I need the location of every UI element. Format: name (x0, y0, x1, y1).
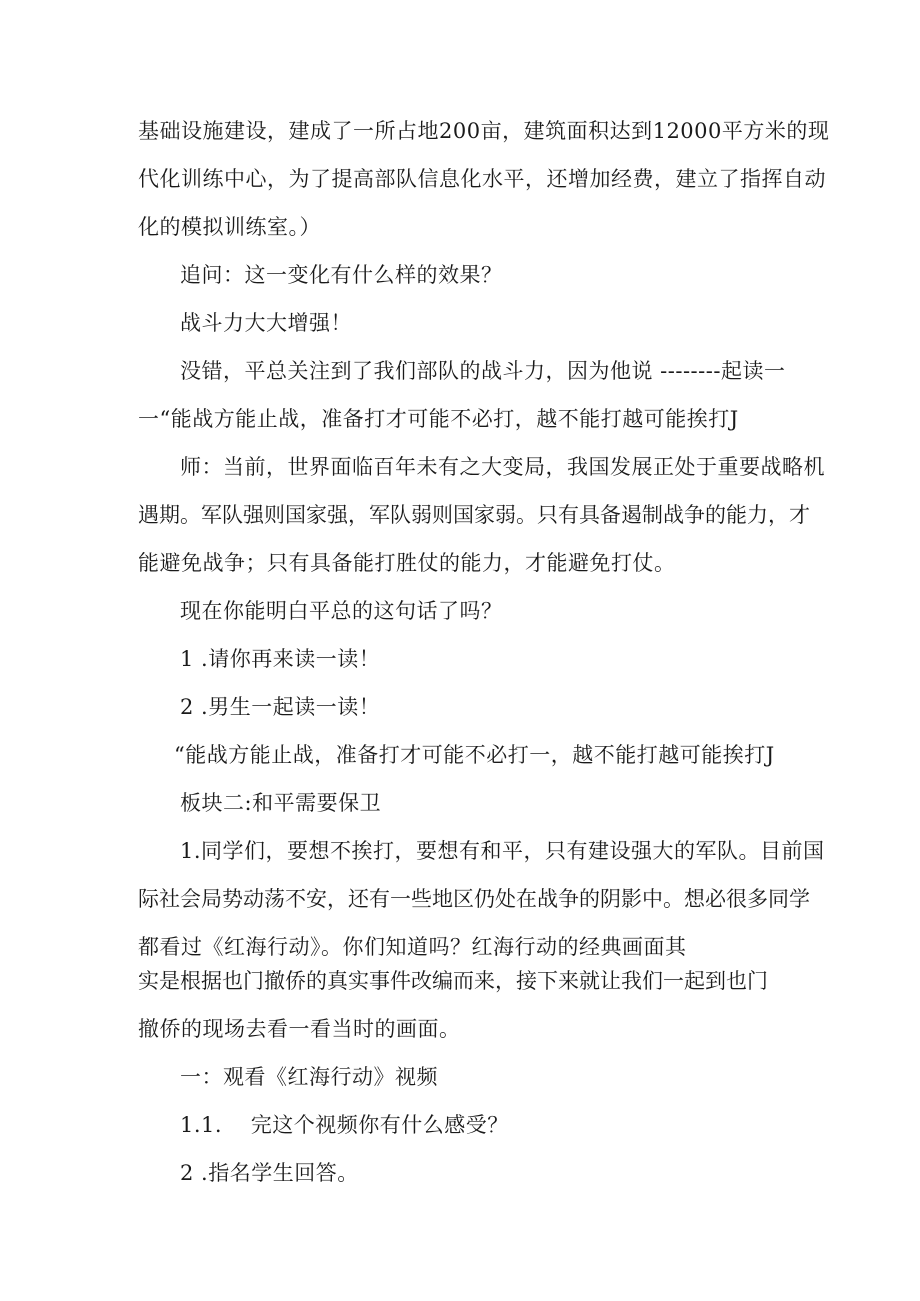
paragraph-line: 基础设施建设，建成了一所占地200亩，建筑面积达到12000平方米的现 (138, 119, 830, 143)
paragraph-line: 现在你能明白平总的这句话了吗？ (180, 599, 503, 623)
paragraph-line: 没错，平总关注到了我们部队的战斗力，因为他说 --------起读一 (180, 359, 786, 383)
paragraph-line: 代化训练中心，为了提高部队信息化水平，还增加经费，建立了指挥自动 (138, 167, 826, 191)
paragraph-line: 战斗力大大增强！ (180, 311, 352, 335)
quote-line: “能战方能止战，准备打才可能不必打一，越不能打越可能挨打J (174, 743, 775, 767)
paragraph-line: 能避免战争；只有具备能打胜仗的能力，才能避免打仗。 (138, 551, 676, 575)
paragraph-line: 都看过《红海行动》。你们知道吗？红海行动的经典画面其 (138, 935, 687, 959)
paragraph-line: 遇期。军队强则国家强，军队弱则国家弱。只有具备遏制战争的能力，才 (138, 503, 810, 527)
list-item: 1 .请你再来读一读！ (180, 647, 381, 671)
list-item: 2 .男生一起读一读！ (180, 695, 381, 719)
paragraph-line: 化的模拟训练室。） (138, 215, 321, 239)
section-heading: 一：观看《红海行动》视频 (180, 1065, 438, 1089)
paragraph-line: 师：当前，世界面临百年未有之大变局，我国发展正处于重要战略机 (180, 455, 825, 479)
paragraph-line: 实是根据也门撤侨的真实事件改编而来，接下来就让我们一起到也门 (138, 969, 768, 993)
paragraph-line: 1.同学们，要想不挨打，要想有和平，只有建设强大的军队。目前国 (180, 839, 825, 863)
list-item: 2 .指名学生回答。 (180, 1161, 359, 1185)
section-heading: 板块二:和平需要保卫 (180, 791, 382, 815)
paragraph-line: 际社会局势动荡不安，还有一些地区仍处在战争的阴影中。想必很多同学 (138, 887, 810, 911)
paragraph-line: 追问：这一变化有什么样的效果？ (180, 263, 503, 287)
paragraph-line: 一“能战方能止战，准备打才可能不必打，越不能打越可能挨打J (138, 407, 739, 431)
list-item: 1.1. 完这个视频你有什么感受？ (180, 1113, 509, 1137)
paragraph-line: 撤侨的现场去看一看当时的画面。 (138, 1017, 461, 1041)
